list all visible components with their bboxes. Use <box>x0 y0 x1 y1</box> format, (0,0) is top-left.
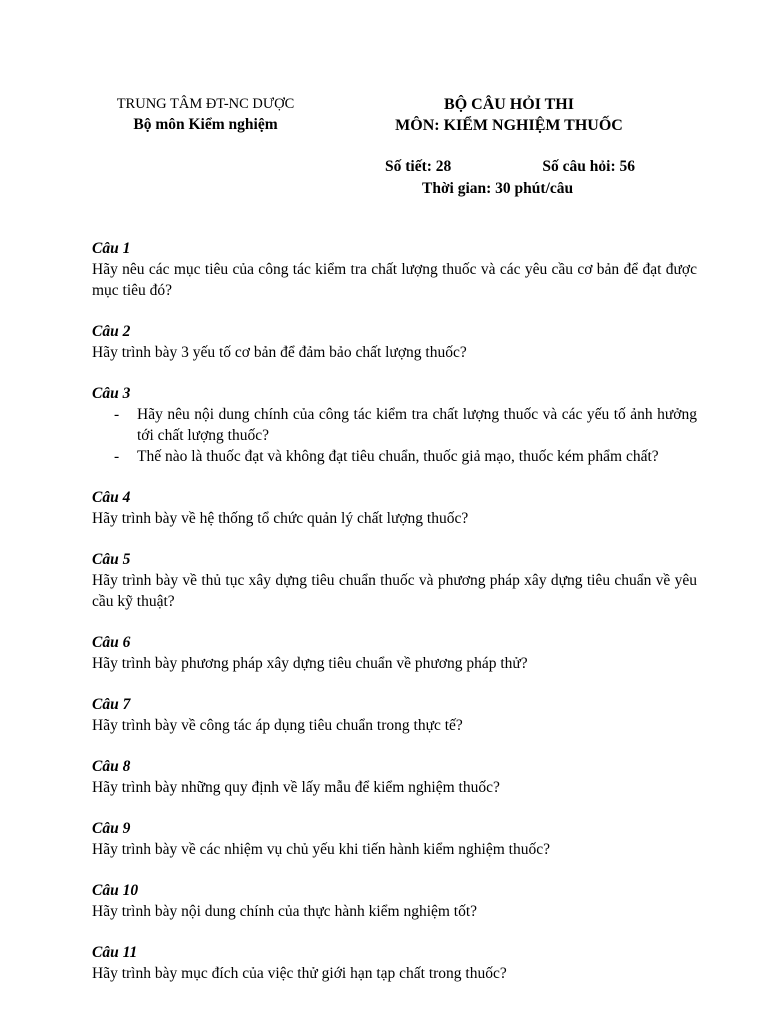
question-title: Câu 8 <box>92 758 131 775</box>
question-text: Hãy trình bày về hệ thống tổ chức quản lý chất lượng thuốc? <box>92 510 469 527</box>
question-item <box>92 942 697 984</box>
bullet-text: Hãy nêu nội dung chính của công tác kiểm tra chất lượng thuốc và các yếu tố ảnh hưởng tới chất lượng thuốc? <box>137 406 697 444</box>
question-title: Câu 5 <box>92 551 131 568</box>
dash-marker: - <box>114 448 120 465</box>
question-bullet <box>92 404 697 446</box>
question-item <box>92 818 697 860</box>
question-item <box>92 632 697 674</box>
question-title: Câu 7 <box>92 696 131 713</box>
question-text: Hãy trình bày mục đích của việc thử giới hạn tạp chất trong thuốc? <box>92 965 507 982</box>
header-right <box>350 94 668 136</box>
question-item <box>92 756 697 798</box>
period-count: Số tiết: 28 <box>385 158 452 175</box>
question-title: Câu 4 <box>92 489 131 506</box>
dash-marker: - <box>114 406 120 423</box>
header-left <box>93 94 318 136</box>
question-item <box>92 321 697 363</box>
time-per-question: Thời gian: 30 phút/câu <box>422 180 574 197</box>
doc-title: BỘ CÂU HỎI THI <box>444 96 574 113</box>
question-list <box>92 238 697 1004</box>
question-item <box>92 694 697 736</box>
department-name: Bộ môn Kiểm nghiệm <box>133 116 278 133</box>
question-text: Hãy trình bày nội dung chính của thực hành kiểm nghiệm tốt? <box>92 903 478 920</box>
question-text: Hãy trình bày về các nhiệm vụ chủ yếu khi tiến hành kiểm nghiệm thuốc? <box>92 841 550 858</box>
question-item <box>92 549 697 612</box>
question-title: Câu 11 <box>92 944 138 961</box>
question-item <box>92 383 697 467</box>
bullet-text: Thế nào là thuốc đạt và không đạt tiêu chuẩn, thuốc giả mạo, thuốc kém phẩm chất? <box>137 448 659 465</box>
question-item <box>92 487 697 529</box>
question-title: Câu 6 <box>92 634 131 651</box>
question-text: Hãy nêu các mục tiêu của công tác kiểm tra chất lượng thuốc và các yêu cầu cơ bản để đạt được mục tiêu đó? <box>92 261 697 299</box>
question-title: Câu 10 <box>92 882 139 899</box>
org-name: TRUNG TÂM ĐT-NC DƯỢC <box>116 96 295 112</box>
question-title: Câu 1 <box>92 240 131 257</box>
subject-title: MÔN: KIỂM NGHIỆM THUỐC <box>395 117 623 134</box>
question-text: Hãy trình bày phương pháp xây dựng tiêu chuẩn về phương pháp thử? <box>92 655 528 672</box>
question-bullet <box>92 446 697 467</box>
question-title: Câu 2 <box>92 323 131 340</box>
question-bullet-list <box>92 404 697 467</box>
question-text: Hãy trình bày về công tác áp dụng tiêu chuẩn trong thực tế? <box>92 717 463 734</box>
question-count: Số câu hỏi: 56 <box>542 158 635 175</box>
question-text: Hãy trình bày 3 yếu tố cơ bản để đảm bảo chất lượng thuốc? <box>92 344 467 361</box>
question-item <box>92 238 697 301</box>
question-title: Câu 3 <box>92 385 131 402</box>
question-title: Câu 9 <box>92 820 131 837</box>
question-text: Hãy trình bày những quy định về lấy mẫu để kiểm nghiệm thuốc? <box>92 779 500 796</box>
exam-meta <box>385 156 645 197</box>
question-item <box>92 880 697 922</box>
question-text: Hãy trình bày về thủ tục xây dựng tiêu chuẩn thuốc và phương pháp xây dựng tiêu chuẩn về yêu cầu kỹ thuật? <box>92 572 697 610</box>
